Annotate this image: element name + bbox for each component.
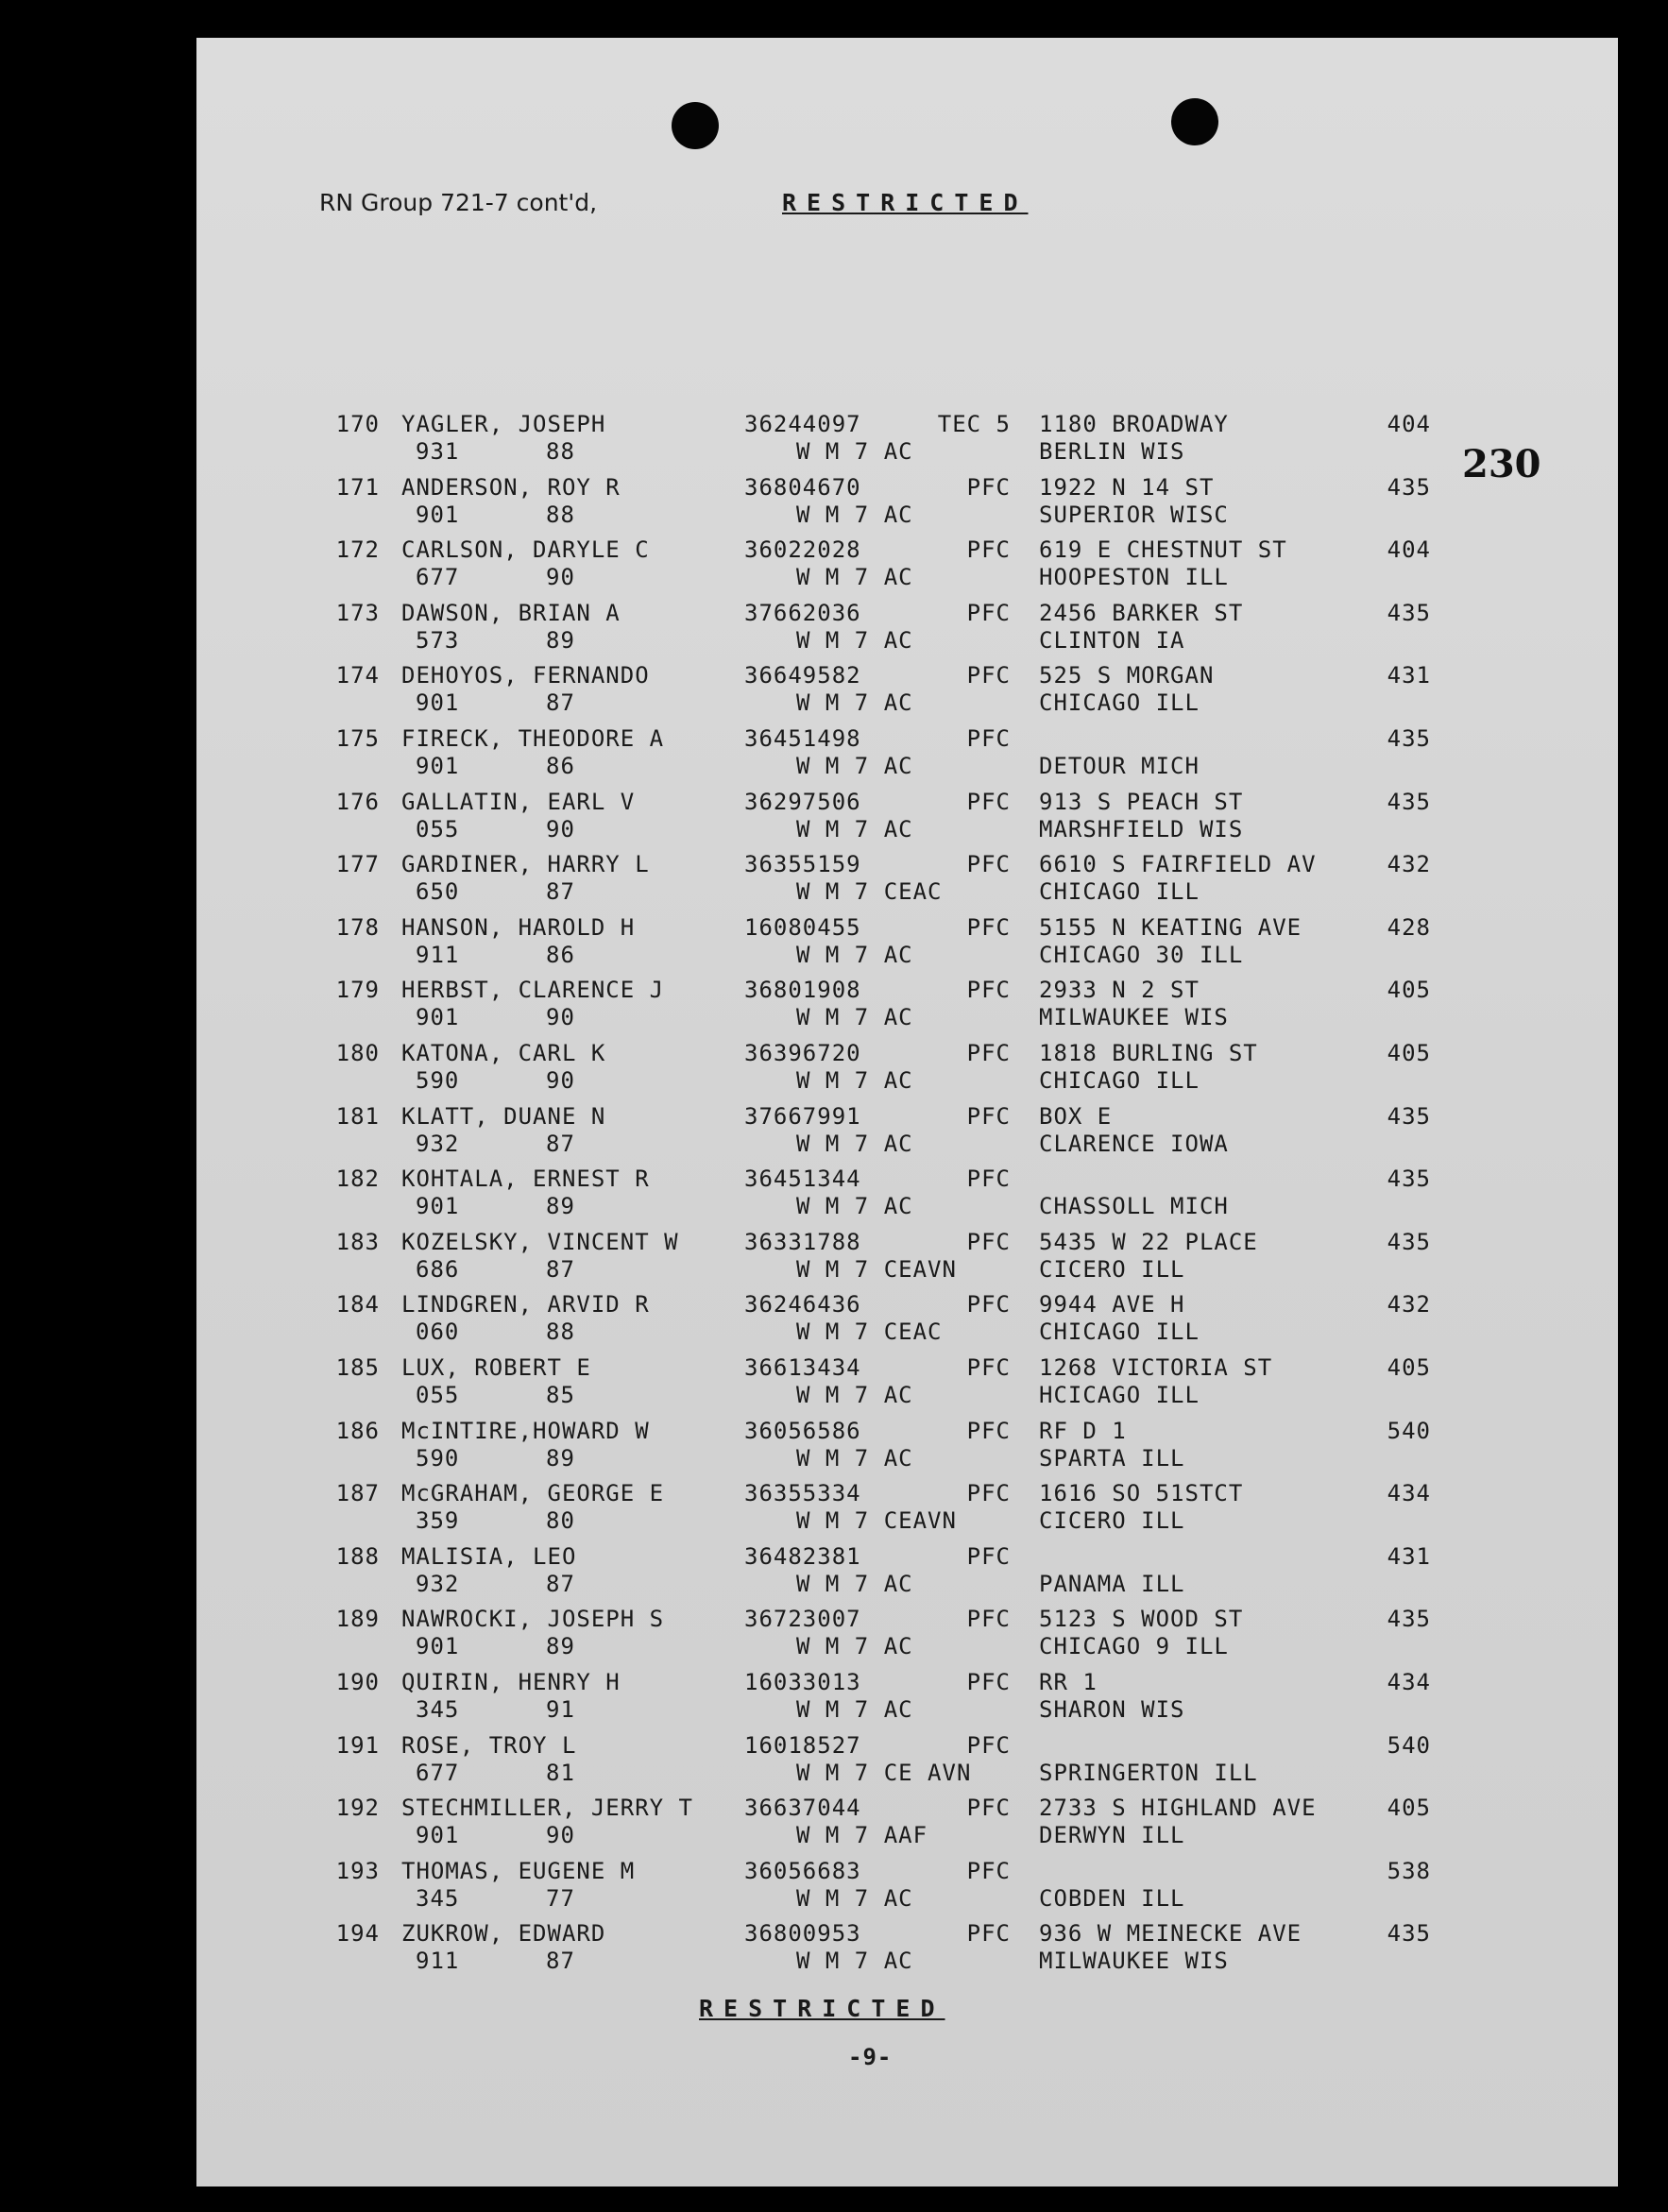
row-sub-code-2: 85 (546, 1382, 575, 1408)
row-name: McINTIRE,HOWARD W (401, 1417, 650, 1444)
row-code: 540 (1387, 1731, 1431, 1759)
page-number: -9- (848, 2044, 893, 2070)
row-rank: PFC (966, 1731, 1011, 1759)
row-address-line-2: CHICAGO ILL (1039, 1067, 1200, 1094)
row-address-line-1: 1818 BURLING ST (1039, 1040, 1258, 1066)
row-address-line-2: PANAMA ILL (1039, 1570, 1185, 1597)
row-code: 432 (1387, 851, 1431, 878)
row-sub-code-1: 345 (416, 1884, 460, 1912)
row-rank: PFC (966, 913, 1011, 941)
row-code: 434 (1387, 1480, 1431, 1507)
row-sub-code-1: 901 (416, 501, 460, 528)
row-sub-code-2: 81 (546, 1759, 575, 1786)
row-number: 189 (335, 1606, 380, 1633)
footer-classification: RESTRICTED (699, 1995, 945, 2022)
row-address-line-1: 2733 S HIGHLAND AVE (1039, 1795, 1317, 1822)
row-sub-code-1: 932 (416, 1130, 460, 1157)
row-address-line-2: SHARON WIS (1039, 1696, 1185, 1723)
row-serial: 36297506 (744, 788, 861, 815)
row-serial: 36244097 (744, 411, 861, 437)
row-sub-code-2: 90 (546, 1067, 575, 1094)
row-sub-code-2: 90 (546, 1822, 575, 1849)
row-rank: PFC (966, 725, 1011, 752)
row-number: 173 (335, 599, 380, 626)
row-address-line-2: SUPERIOR WISC (1039, 501, 1229, 528)
row-sub-code-1: 590 (416, 1067, 460, 1094)
row-sub-code-1: 060 (416, 1319, 460, 1346)
row-address-line-2: CHICAGO 30 ILL (1039, 941, 1244, 968)
row-serial: 36396720 (744, 1040, 861, 1066)
row-code: 435 (1387, 473, 1431, 501)
row-assignment: W M 7 AC (796, 1067, 913, 1094)
row-code: 404 (1387, 411, 1431, 437)
row-address-line-2: CLINTON IA (1039, 626, 1185, 654)
row-number: 180 (335, 1040, 380, 1066)
row-assignment: W M 7 AC (796, 689, 913, 717)
row-serial: 16018527 (744, 1731, 861, 1759)
row-assignment: W M 7 AC (796, 815, 913, 842)
row-serial: 16033013 (744, 1669, 861, 1695)
row-address-line-2: MILWAUKEE WIS (1039, 1948, 1229, 1975)
row-serial: 36355159 (744, 851, 861, 878)
row-sub-code-1: 573 (416, 626, 460, 654)
row-code: 405 (1387, 977, 1431, 1004)
row-address-line-1: 525 S MORGAN (1039, 662, 1215, 689)
row-rank: PFC (966, 1291, 1011, 1319)
row-rank: PFC (966, 662, 1011, 689)
row-assignment: W M 7 AC (796, 1382, 913, 1408)
row-sub-code-1: 901 (416, 1633, 460, 1660)
row-address-line-2: BERLIN WIS (1039, 438, 1185, 465)
row-number: 188 (335, 1542, 380, 1570)
row-assignment: W M 7 AC (796, 501, 913, 528)
row-address-line-1: 1922 N 14 ST (1039, 473, 1215, 501)
row-code: 404 (1387, 536, 1431, 564)
row-serial: 36800953 (744, 1920, 861, 1948)
row-address-line-2: DERWYN ILL (1039, 1822, 1185, 1849)
row-name: YAGLER, JOSEPH (401, 411, 606, 437)
row-sub-code-2: 87 (546, 1130, 575, 1157)
row-sub-code-1: 055 (416, 815, 460, 842)
row-serial: 36613434 (744, 1354, 861, 1381)
row-rank: PFC (966, 1857, 1011, 1884)
row-address-line-2: CLARENCE IOWA (1039, 1130, 1229, 1157)
row-assignment: W M 7 CEAVN (796, 1507, 957, 1535)
row-name: GARDINER, HARRY L (401, 851, 650, 878)
row-serial: 36723007 (744, 1606, 861, 1633)
group-header: RN Group 721-7 cont'd, (319, 189, 598, 216)
punch-hole-right (1171, 98, 1218, 145)
row-address-line-1: 936 W MEINECKE AVE (1039, 1920, 1302, 1948)
row-sub-code-1: 650 (416, 878, 460, 906)
row-sub-code-2: 89 (546, 1444, 575, 1472)
row-name: HANSON, HAROLD H (401, 913, 636, 941)
row-sub-code-1: 931 (416, 438, 460, 465)
row-number: 187 (335, 1480, 380, 1507)
row-sub-code-2: 90 (546, 815, 575, 842)
row-number: 178 (335, 913, 380, 941)
row-assignment: W M 7 CEAVN (796, 1255, 957, 1283)
row-rank: PFC (966, 1795, 1011, 1822)
row-sub-code-2: 86 (546, 753, 575, 779)
row-number: 171 (335, 473, 380, 501)
row-sub-code-2: 87 (546, 1948, 575, 1975)
row-name: McGRAHAM, GEORGE E (401, 1480, 665, 1507)
row-sub-code-2: 90 (546, 1004, 575, 1031)
row-assignment: W M 7 CEAC (796, 878, 943, 906)
row-sub-code-2: 90 (546, 564, 575, 591)
row-assignment: W M 7 AC (796, 1696, 913, 1723)
row-rank: PFC (966, 851, 1011, 878)
row-address-line-1: 1180 BROADWAY (1039, 411, 1229, 437)
header-classification: RESTRICTED (782, 189, 1029, 216)
row-rank: PFC (966, 1920, 1011, 1948)
row-assignment: W M 7 AC (796, 753, 913, 779)
row-number: 191 (335, 1731, 380, 1759)
row-sub-code-1: 901 (416, 753, 460, 779)
row-sub-code-1: 677 (416, 564, 460, 591)
row-address-line-2: HCICAGO ILL (1039, 1382, 1200, 1408)
row-code: 435 (1387, 725, 1431, 752)
row-address-line-1: 2933 N 2 ST (1039, 977, 1200, 1004)
row-serial: 36331788 (744, 1228, 861, 1255)
punch-hole-left (672, 102, 719, 149)
row-name: NAWROCKI, JOSEPH S (401, 1606, 665, 1633)
row-address-line-2: CHICAGO 9 ILL (1039, 1633, 1229, 1660)
row-number: 190 (335, 1669, 380, 1695)
row-sub-code-1: 901 (416, 1822, 460, 1849)
row-name: QUIRIN, HENRY H (401, 1669, 621, 1695)
row-assignment: W M 7 AC (796, 1444, 913, 1472)
row-code: 405 (1387, 1354, 1431, 1381)
row-code: 431 (1387, 1542, 1431, 1570)
row-number: 186 (335, 1417, 380, 1444)
row-sub-code-2: 88 (546, 438, 575, 465)
row-address-line-1: 5123 S WOOD ST (1039, 1606, 1244, 1633)
row-number: 177 (335, 851, 380, 878)
row-address-line-1: BOX E (1039, 1102, 1113, 1130)
row-name: DAWSON, BRIAN A (401, 599, 621, 626)
row-sub-code-1: 901 (416, 1004, 460, 1031)
row-sub-code-1: 345 (416, 1696, 460, 1723)
row-sub-code-2: 89 (546, 626, 575, 654)
row-number: 194 (335, 1920, 380, 1948)
row-code: 434 (1387, 1669, 1431, 1695)
row-sub-code-2: 86 (546, 941, 575, 968)
row-sub-code-2: 87 (546, 1255, 575, 1283)
row-assignment: W M 7 AC (796, 1004, 913, 1031)
row-number: 174 (335, 662, 380, 689)
row-rank: TEC 5 (937, 411, 1011, 437)
row-name: KATONA, CARL K (401, 1040, 606, 1066)
row-serial: 37667991 (744, 1102, 861, 1130)
row-sub-code-1: 901 (416, 1193, 460, 1220)
row-address-line-2: COBDEN ILL (1039, 1884, 1185, 1912)
row-name: LINDGREN, ARVID R (401, 1291, 650, 1319)
row-assignment: W M 7 AC (796, 564, 913, 591)
row-rank: PFC (966, 1417, 1011, 1444)
row-assignment: W M 7 AAF (796, 1822, 928, 1849)
row-number: 170 (335, 411, 380, 437)
row-serial: 36451344 (744, 1166, 861, 1193)
row-rank: PFC (966, 1606, 1011, 1633)
row-address-line-1: 2456 BARKER ST (1039, 599, 1244, 626)
row-serial: 36056586 (744, 1417, 861, 1444)
row-sub-code-1: 911 (416, 941, 460, 968)
row-code: 428 (1387, 913, 1431, 941)
row-serial: 36482381 (744, 1542, 861, 1570)
row-sub-code-2: 87 (546, 689, 575, 717)
row-rank: PFC (966, 473, 1011, 501)
row-number: 175 (335, 725, 380, 752)
row-sub-code-2: 89 (546, 1193, 575, 1220)
row-serial: 36246436 (744, 1291, 861, 1319)
row-assignment: W M 7 AC (796, 1193, 913, 1220)
row-sub-code-2: 80 (546, 1507, 575, 1535)
row-rank: PFC (966, 536, 1011, 564)
row-address-line-2: DETOUR MICH (1039, 753, 1200, 779)
row-rank: PFC (966, 1669, 1011, 1695)
row-rank: PFC (966, 1166, 1011, 1193)
row-code: 435 (1387, 1228, 1431, 1255)
row-address-line-1: RF D 1 (1039, 1417, 1127, 1444)
row-number: 176 (335, 788, 380, 815)
row-name: DEHOYOS, FERNANDO (401, 662, 650, 689)
row-sub-code-1: 901 (416, 689, 460, 717)
row-address-line-2: CICERO ILL (1039, 1507, 1185, 1535)
row-address-line-2: CHICAGO ILL (1039, 878, 1200, 906)
row-serial: 37662036 (744, 599, 861, 626)
row-assignment: W M 7 AC (796, 1633, 913, 1660)
row-rank: PFC (966, 1542, 1011, 1570)
row-serial: 36801908 (744, 977, 861, 1004)
row-sub-code-2: 88 (546, 501, 575, 528)
row-code: 538 (1387, 1857, 1431, 1884)
row-code: 435 (1387, 1920, 1431, 1948)
row-name: CARLSON, DARYLE C (401, 536, 650, 564)
row-code: 540 (1387, 1417, 1431, 1444)
row-address-line-2: SPRINGERTON ILL (1039, 1759, 1258, 1786)
row-name: ANDERSON, ROY R (401, 473, 621, 501)
row-address-line-2: SPARTA ILL (1039, 1444, 1185, 1472)
row-address-line-1: RR 1 (1039, 1669, 1098, 1695)
row-sub-code-2: 88 (546, 1319, 575, 1346)
row-number: 192 (335, 1795, 380, 1822)
row-address-line-1: 9944 AVE H (1039, 1291, 1185, 1319)
row-name: LUX, ROBERT E (401, 1354, 591, 1381)
row-address-line-2: CICERO ILL (1039, 1255, 1185, 1283)
row-sub-code-1: 911 (416, 1948, 460, 1975)
row-name: ZUKROW, EDWARD (401, 1920, 606, 1948)
row-assignment: W M 7 AC (796, 1130, 913, 1157)
row-name: KOZELSKY, VINCENT W (401, 1228, 679, 1255)
row-sub-code-1: 677 (416, 1759, 460, 1786)
row-name: KLATT, DUANE N (401, 1102, 606, 1130)
row-rank: PFC (966, 599, 1011, 626)
row-address-line-1: 1616 SO 51STCT (1039, 1480, 1244, 1507)
row-address-line-1: 6610 S FAIRFIELD AV (1039, 851, 1317, 878)
row-assignment: W M 7 AC (796, 941, 913, 968)
row-assignment: W M 7 CE AVN (796, 1759, 972, 1786)
row-serial: 36649582 (744, 662, 861, 689)
row-number: 179 (335, 977, 380, 1004)
row-rank: PFC (966, 1228, 1011, 1255)
row-code: 435 (1387, 788, 1431, 815)
row-name: ROSE, TROY L (401, 1731, 577, 1759)
row-rank: PFC (966, 977, 1011, 1004)
row-code: 405 (1387, 1040, 1431, 1066)
row-address-line-1: 1268 VICTORIA ST (1039, 1354, 1273, 1381)
row-number: 181 (335, 1102, 380, 1130)
row-code: 432 (1387, 1291, 1431, 1319)
row-serial: 36637044 (744, 1795, 861, 1822)
row-name: GALLATIN, EARL V (401, 788, 636, 815)
row-assignment: W M 7 AC (796, 626, 913, 654)
row-assignment: W M 7 AC (796, 438, 913, 465)
row-sub-code-2: 87 (546, 878, 575, 906)
row-address-line-2: CHICAGO ILL (1039, 689, 1200, 717)
row-code: 431 (1387, 662, 1431, 689)
row-rank: PFC (966, 788, 1011, 815)
row-sub-code-2: 77 (546, 1884, 575, 1912)
row-number: 183 (335, 1228, 380, 1255)
row-serial: 36056683 (744, 1857, 861, 1884)
row-sub-code-1: 359 (416, 1507, 460, 1535)
row-address-line-2: CHASSOLL MICH (1039, 1193, 1229, 1220)
page-stamp-number: 230 (1462, 442, 1541, 486)
row-sub-code-1: 686 (416, 1255, 460, 1283)
row-name: MALISIA, LEO (401, 1542, 577, 1570)
row-rank: PFC (966, 1480, 1011, 1507)
row-rank: PFC (966, 1040, 1011, 1066)
row-number: 185 (335, 1354, 380, 1381)
row-sub-code-2: 87 (546, 1570, 575, 1597)
row-name: STECHMILLER, JERRY T (401, 1795, 693, 1822)
row-assignment: W M 7 AC (796, 1570, 913, 1597)
row-serial: 36355334 (744, 1480, 861, 1507)
row-address-line-1: 619 E CHESTNUT ST (1039, 536, 1287, 564)
row-assignment: W M 7 CEAC (796, 1319, 943, 1346)
row-rank: PFC (966, 1354, 1011, 1381)
row-sub-code-1: 055 (416, 1382, 460, 1408)
row-name: THOMAS, EUGENE M (401, 1857, 636, 1884)
row-number: 184 (335, 1291, 380, 1319)
row-code: 435 (1387, 599, 1431, 626)
row-name: FIRECK, THEODORE A (401, 725, 665, 752)
row-address-line-2: HOOPESTON ILL (1039, 564, 1229, 591)
row-serial: 36022028 (744, 536, 861, 564)
row-address-line-1: 913 S PEACH ST (1039, 788, 1244, 815)
row-number: 193 (335, 1857, 380, 1884)
row-address-line-2: CHICAGO ILL (1039, 1319, 1200, 1346)
row-sub-code-1: 932 (416, 1570, 460, 1597)
row-name: HERBST, CLARENCE J (401, 977, 665, 1004)
row-number: 182 (335, 1166, 380, 1193)
row-sub-code-1: 590 (416, 1444, 460, 1472)
row-serial: 36804670 (744, 473, 861, 501)
row-serial: 16080455 (744, 913, 861, 941)
row-code: 435 (1387, 1102, 1431, 1130)
row-assignment: W M 7 AC (796, 1884, 913, 1912)
row-code: 405 (1387, 1795, 1431, 1822)
row-rank: PFC (966, 1102, 1011, 1130)
row-code: 435 (1387, 1166, 1431, 1193)
row-address-line-1: 5155 N KEATING AVE (1039, 913, 1302, 941)
row-address-line-2: MARSHFIELD WIS (1039, 815, 1244, 842)
row-assignment: W M 7 AC (796, 1948, 913, 1975)
row-address-line-1: 5435 W 22 PLACE (1039, 1228, 1258, 1255)
row-number: 172 (335, 536, 380, 564)
row-sub-code-2: 89 (546, 1633, 575, 1660)
row-sub-code-2: 91 (546, 1696, 575, 1723)
row-name: KOHTALA, ERNEST R (401, 1166, 650, 1193)
row-serial: 36451498 (744, 725, 861, 752)
row-address-line-2: MILWAUKEE WIS (1039, 1004, 1229, 1031)
row-code: 435 (1387, 1606, 1431, 1633)
